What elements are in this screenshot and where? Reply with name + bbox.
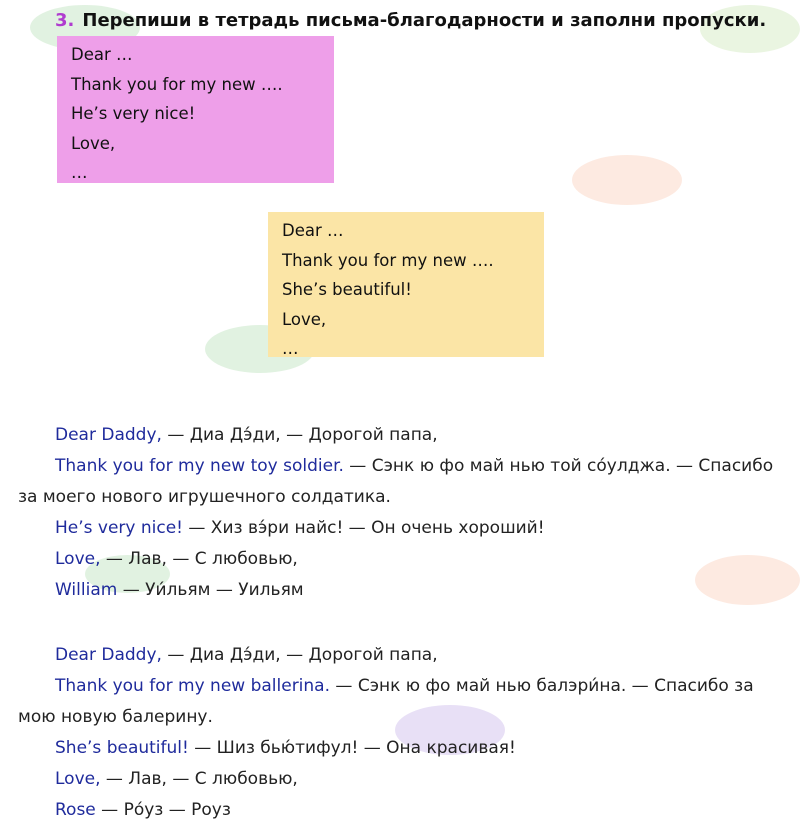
answer2-line4 [55,769,298,789]
letter-line: Love, [282,309,327,329]
answer1-line1 [55,425,438,445]
letter-template-yellow [268,212,544,357]
task-number: 3. [55,10,75,31]
english-phrase: Thank you for my new ballerina. [55,676,331,696]
letter-line: Thank you for my new …. [282,250,494,270]
translation: — Сэнк ю фо май нью той со́улджа. — Спасибо [343,456,774,476]
answer1-line5 [55,580,304,600]
answer2-line3 [55,738,516,758]
letter-line: … [71,163,88,182]
english-phrase: Love, [55,769,101,789]
answer2-line2-continued: мою новую балерину. [18,707,213,727]
translation: — Диа Дэ́ди, — Дорогой папа, [161,645,438,665]
english-phrase: She’s beautiful! [55,738,189,758]
translation: — Лав, — С любовью, [100,769,298,789]
letter-line: … [282,339,299,358]
letter-line: Dear … [282,221,344,240]
letter-line: He’s very nice! [71,104,196,123]
english-phrase: Love, [55,549,101,569]
letter-line: Dear … [71,45,133,64]
task-heading [55,10,766,31]
answer2-line1 [55,645,438,665]
watermark-cloud [572,155,682,205]
answer2-line2 [55,676,754,696]
english-phrase: Rose [55,800,96,820]
english-phrase: Thank you for my new toy soldier. [55,456,344,476]
letter-line: She’s beautiful! [282,280,412,299]
letter-line: Love, [71,133,116,153]
translation: — Ро́уз — Роуз [95,800,231,820]
translation: — Диа Дэ́ди, — Дорогой папа, [161,425,438,445]
watermark-cloud [695,555,800,605]
english-phrase: William [55,580,118,600]
letter-template-pink [57,36,334,183]
answer1-line3 [55,518,545,538]
translation: — Сэнк ю фо май нью балэри́на. — Спасибо за [330,676,754,696]
answer1-line2-continued: за моего нового игрушечного солдатика. [18,487,391,507]
translation: — Хиз вэ́ри найс! — Он очень хороший! [183,518,545,538]
english-phrase: Dear Daddy, [55,425,162,445]
translation: — Уи́льям — Уильям [117,580,304,600]
letter-line: Thank you for my new …. [71,74,283,94]
translation: — Шиз бью́тифул! — Она красивая! [188,738,516,758]
answer1-line2 [55,456,773,476]
answer1-line4 [55,549,298,569]
english-phrase: Dear Daddy, [55,645,162,665]
english-phrase: He’s very nice! [55,518,183,538]
translation: — Лав, — С любовью, [100,549,298,569]
answer2-line5 [55,800,231,820]
task-instruction: Перепиши в тетрадь письма-благодарности и заполни пропуски. [82,10,767,31]
